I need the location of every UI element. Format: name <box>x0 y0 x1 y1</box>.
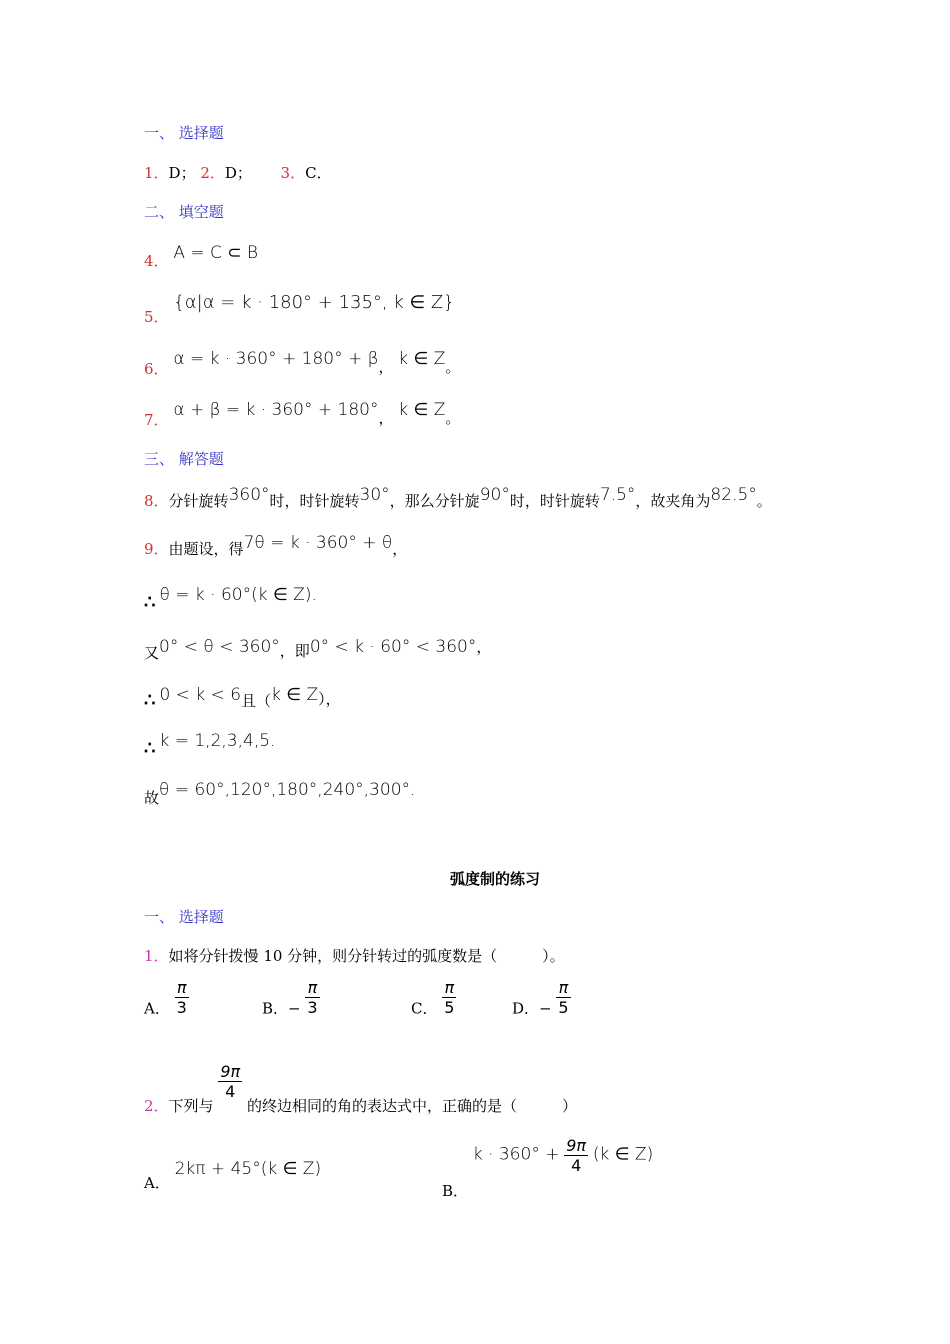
punctuation: 。 <box>445 409 461 427</box>
denominator: 4 <box>571 1156 582 1175</box>
fraction <box>442 978 456 1017</box>
exercise-question-1 <box>144 945 565 966</box>
math-expression: α + β = k · 360° + 180° <box>173 400 379 420</box>
text: 由题设，得 <box>168 540 244 558</box>
answer-value: D； <box>224 164 252 182</box>
text: ， <box>392 540 408 558</box>
question-number: 2． <box>144 1097 169 1115</box>
section-heading-choice: 一、 选择题 <box>144 124 224 142</box>
numerator: π <box>305 978 319 998</box>
question-number: 7． <box>144 411 169 429</box>
question-number: 2． <box>200 164 225 182</box>
option-a[interactable] <box>144 978 189 1029</box>
solution-line-1 <box>144 584 317 613</box>
answer-line-9 <box>144 533 408 559</box>
numerator: π <box>556 978 570 998</box>
answer-line-1-3 <box>144 162 332 183</box>
math-expression: θ = k · 60°(k ∈ Z). <box>159 585 317 605</box>
math-expression: k ∈ Z <box>398 400 446 420</box>
text: 时，时针旋转 <box>269 492 360 510</box>
numerator: 9π <box>220 1062 241 1081</box>
answer-value: D； <box>168 164 196 182</box>
math-expression: 0° < k · 60° < 360° <box>309 637 477 657</box>
text: 且（ <box>241 692 272 710</box>
text: ，即 <box>279 642 310 660</box>
math-expression: 7θ = k · 360° + θ <box>243 533 393 553</box>
solution-line-5 <box>144 779 416 807</box>
text: ，故夹角为 <box>635 492 711 510</box>
question-text: 的终边相同的角的表达式中，正确的是（ ） <box>246 1097 577 1115</box>
text: 分针旋转 <box>168 492 229 510</box>
math-expression: A = C ⊂ B <box>173 243 259 263</box>
fraction <box>564 1136 588 1175</box>
math-expression: 0 < k < 6 <box>159 685 242 705</box>
math-expression: k ∈ Z <box>271 685 319 705</box>
denominator: 5 <box>558 998 569 1017</box>
math-expression: 90° <box>479 485 510 505</box>
fraction <box>556 978 570 1017</box>
option-label: D． <box>512 999 540 1018</box>
punctuation: ， <box>378 358 394 376</box>
answer-line-5 <box>144 292 455 326</box>
option-2b[interactable] <box>442 1136 654 1200</box>
question-number: 6． <box>144 360 169 378</box>
exercise-section-heading: 一、 选择题 <box>144 908 224 926</box>
punctuation: ， <box>378 409 394 427</box>
answer-line-6 <box>144 348 461 378</box>
option-label: A． <box>144 999 170 1018</box>
text: 故 <box>144 789 160 807</box>
section-heading-solve: 三、 解答题 <box>144 450 224 468</box>
answer-line-4 <box>144 242 259 270</box>
numerator: 9π <box>566 1136 587 1155</box>
text: 时，时针旋转 <box>509 492 600 510</box>
fraction <box>175 978 189 1017</box>
math-expression: 82.5° <box>710 485 757 505</box>
math-expression: 2kπ + 45°(k ∈ Z) <box>174 1159 322 1179</box>
option-sign: − <box>288 999 301 1018</box>
option-b[interactable] <box>262 978 320 1029</box>
punctuation: 。 <box>445 358 461 376</box>
fraction <box>305 978 319 1017</box>
exercise-title: 弧度制的练习 <box>449 870 540 888</box>
section-heading-fill: 二、 填空题 <box>144 203 224 221</box>
math-expression: k = 1,2,3,4,5. <box>159 731 276 751</box>
option-label: C． <box>411 999 438 1018</box>
fraction <box>218 1062 242 1101</box>
math-expression: k · 360° + <box>472 1144 560 1165</box>
question-number: 1． <box>144 947 169 965</box>
option-label: B． <box>442 1181 469 1200</box>
question-number: 1． <box>144 164 169 182</box>
option-label: A． <box>144 1174 170 1192</box>
text: ）， <box>318 690 341 708</box>
text: ， <box>476 638 492 656</box>
math-expression: α = k · 360° + 180° + β <box>173 349 379 369</box>
solution-line-3 <box>144 684 341 711</box>
answer-line-7 <box>144 399 461 429</box>
math-expression: 30° <box>359 485 390 505</box>
exercise-question-2 <box>144 1062 577 1115</box>
denominator: 3 <box>307 998 318 1017</box>
question-number: 3． <box>280 164 306 182</box>
denominator: 5 <box>444 998 455 1017</box>
denominator: 3 <box>176 998 187 1017</box>
text: 。 <box>756 492 772 510</box>
option-sign: − <box>539 999 552 1018</box>
numerator: π <box>442 978 456 998</box>
answer-value: C． <box>305 164 332 182</box>
option-d[interactable] <box>512 978 571 1029</box>
math-expression: θ = 60°,120°,180°,240°,300°. <box>159 780 416 800</box>
text: 又 <box>144 644 160 662</box>
option-c[interactable] <box>411 978 456 1029</box>
question-number: 9． <box>144 540 169 558</box>
numerator: π <box>175 978 189 998</box>
option-label: B． <box>262 999 289 1018</box>
question-text: 如将分针拨慢 10 分钟，则分针转过的弧度数是（ ）。 <box>168 947 565 965</box>
math-expression: 360° <box>228 485 270 505</box>
question-text: 下列与 <box>168 1097 214 1115</box>
therefore-symbol: ∴ <box>144 690 156 711</box>
answer-line-8 <box>144 485 772 511</box>
therefore-symbol: ∴ <box>144 592 156 613</box>
math-expression: 0° < θ < 360° <box>159 637 280 657</box>
math-expression: 7.5° <box>599 485 636 505</box>
math-expression: k ∈ Z <box>398 349 446 369</box>
question-number: 4． <box>144 252 169 270</box>
question-number: 8． <box>144 492 169 510</box>
therefore-symbol: ∴ <box>144 738 156 759</box>
text: ，那么分针旋 <box>389 492 480 510</box>
math-expression: {α|α = k · 180° + 135°, k ∈ Z} <box>173 292 455 313</box>
question-number: 5． <box>144 308 169 326</box>
math-expression: (k ∈ Z) <box>592 1144 654 1165</box>
solution-line-2 <box>144 636 492 662</box>
denominator: 4 <box>225 1082 236 1101</box>
option-2a[interactable] <box>144 1158 322 1192</box>
solution-line-4 <box>144 730 276 759</box>
